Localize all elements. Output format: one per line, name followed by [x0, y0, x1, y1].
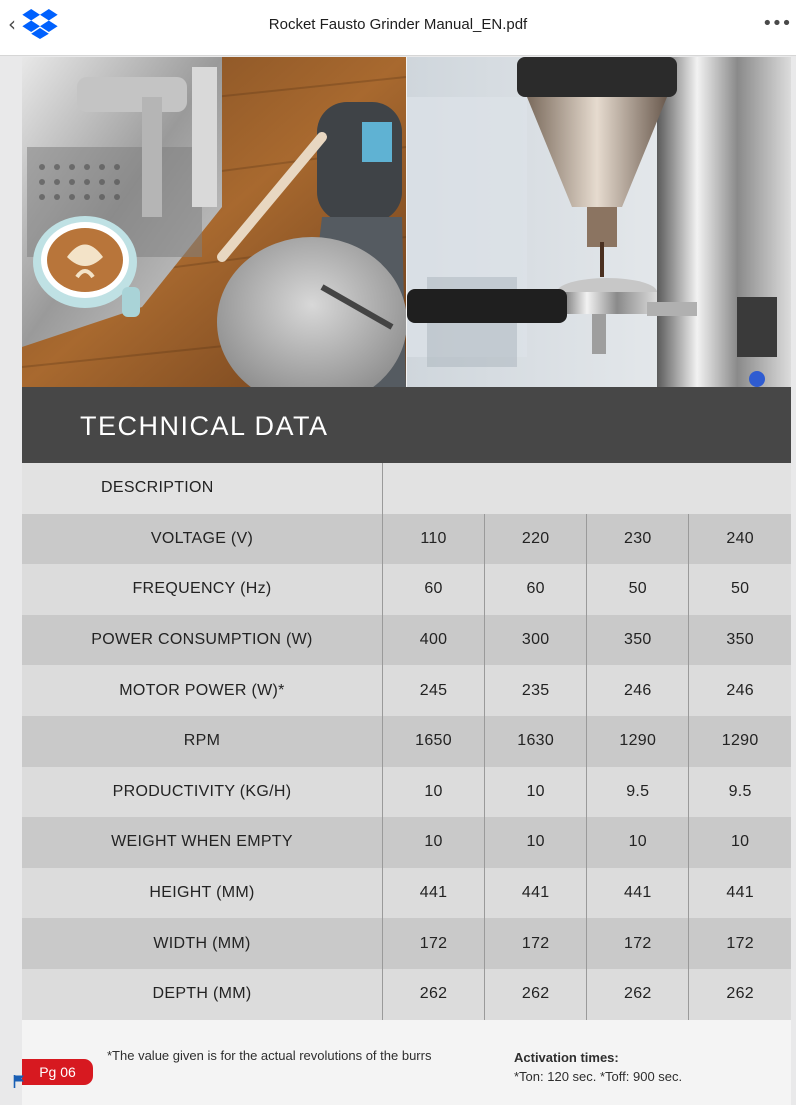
row-value: 172 [485, 918, 587, 969]
activation-times-values: *Ton: 120 sec. *Toff: 900 sec. [514, 1069, 683, 1084]
row-label: PRODUCTIVITY (KG/H) [22, 767, 383, 818]
document-title: Rocket Fausto Grinder Manual_EN.pdf [268, 16, 528, 33]
row-value: 262 [485, 969, 587, 1020]
section-title: TECHNICAL DATA [80, 411, 329, 441]
grinder-photo [407, 57, 791, 387]
row-value: 246 [689, 665, 791, 716]
column-header-blank [383, 463, 792, 514]
table-header-row [22, 463, 791, 514]
row-value: 9.5 [689, 767, 791, 818]
table-row [22, 969, 791, 1020]
row-value: 60 [485, 564, 587, 615]
row-value: 10 [383, 767, 485, 818]
row-value: 1290 [587, 716, 689, 767]
row-value: 1290 [689, 716, 791, 767]
row-label: MOTOR POWER (W)* [22, 665, 383, 716]
row-value: 10 [485, 767, 587, 818]
row-value: 172 [689, 918, 791, 969]
row-value: 9.5 [587, 767, 689, 818]
page-footer [22, 1023, 791, 1105]
row-value: 1630 [485, 716, 587, 767]
row-value: 50 [689, 564, 791, 615]
technical-data-table [22, 463, 791, 1020]
back-chevron-icon[interactable]: ‹ [8, 12, 16, 36]
row-value: 230 [587, 514, 689, 565]
table-row [22, 716, 791, 767]
flag-icon[interactable] [13, 1074, 25, 1088]
row-label: FREQUENCY (Hz) [22, 564, 383, 615]
table-row [22, 868, 791, 919]
row-label: VOLTAGE (V) [22, 514, 383, 565]
row-label: DEPTH (MM) [22, 969, 383, 1020]
more-options-icon[interactable]: ••• [762, 13, 791, 34]
row-value: 300 [485, 615, 587, 666]
table-row [22, 615, 791, 666]
row-value: 110 [383, 514, 485, 565]
row-value: 245 [383, 665, 485, 716]
row-value: 246 [587, 665, 689, 716]
row-value: 350 [689, 615, 791, 666]
section-header-band [22, 387, 791, 463]
row-value: 262 [689, 969, 791, 1020]
table-row [22, 564, 791, 615]
row-value: 262 [383, 969, 485, 1020]
row-label: HEIGHT (MM) [22, 868, 383, 919]
table-row [22, 817, 791, 868]
row-value: 60 [383, 564, 485, 615]
pdf-page[interactable] [22, 57, 791, 1105]
row-value: 50 [587, 564, 689, 615]
activation-times-label: Activation times: [514, 1050, 619, 1065]
row-value: 441 [383, 868, 485, 919]
row-value: 441 [689, 868, 791, 919]
row-value: 172 [383, 918, 485, 969]
row-value: 235 [485, 665, 587, 716]
row-value: 10 [383, 817, 485, 868]
row-value: 172 [587, 918, 689, 969]
column-header-description: DESCRIPTION [22, 463, 383, 514]
row-label: RPM [22, 716, 383, 767]
row-value: 350 [587, 615, 689, 666]
table-row [22, 665, 791, 716]
row-value: 10 [689, 817, 791, 868]
row-value: 240 [689, 514, 791, 565]
row-value: 262 [587, 969, 689, 1020]
row-value: 441 [587, 868, 689, 919]
table-row [22, 767, 791, 818]
page-number-badge: Pg 06 [22, 1059, 93, 1085]
row-label: WEIGHT WHEN EMPTY [22, 817, 383, 868]
table-row [22, 918, 791, 969]
top-app-bar [0, 0, 796, 56]
row-value: 1650 [383, 716, 485, 767]
row-value: 10 [587, 817, 689, 868]
table-row [22, 514, 791, 565]
row-value: 10 [485, 817, 587, 868]
footnote-text: *The value given is for the actual revolutions of the burrs [107, 1048, 432, 1063]
row-label: POWER CONSUMPTION (W) [22, 615, 383, 666]
row-label: WIDTH (MM) [22, 918, 383, 969]
row-value: 220 [485, 514, 587, 565]
row-value: 400 [383, 615, 485, 666]
espresso-machine-photo [22, 57, 406, 387]
row-value: 441 [485, 868, 587, 919]
